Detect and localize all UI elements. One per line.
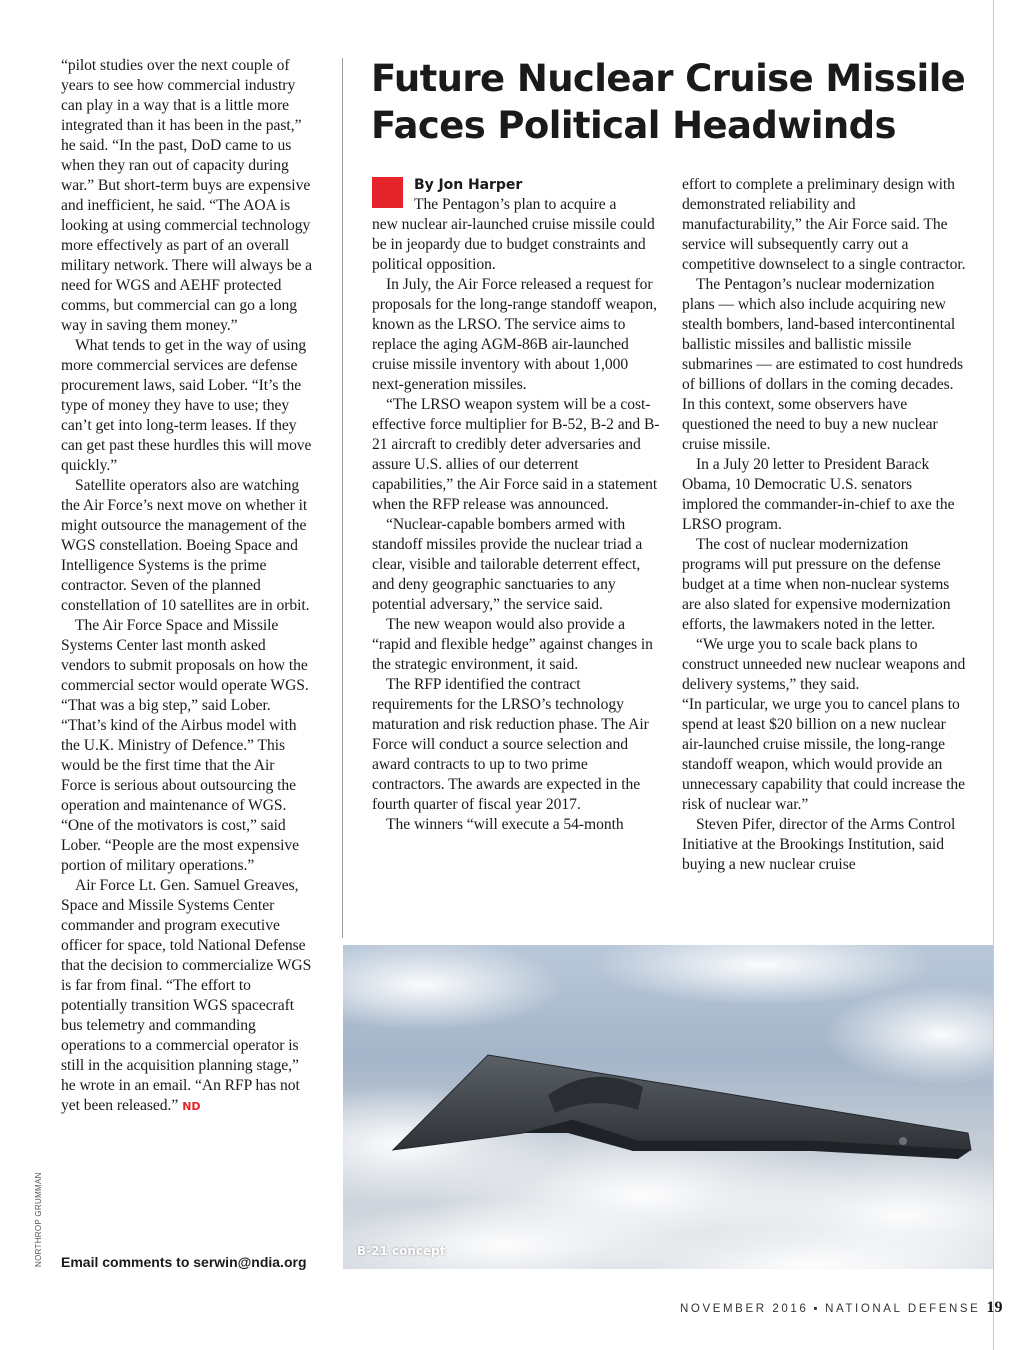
right-paragraph-5: “We urge you to scale back plans to construct unneeded new nuclear weapons and delivery systems,” they said. <box>682 636 966 693</box>
b21-illustration <box>343 945 993 1269</box>
right-paragraph-4: The cost of nuclear modernization programs will put pressure on the defense budget at a time when non-nuclear systems are also slated for expensive modernization efforts, the lawmakers noted in the letter. <box>682 536 951 633</box>
middle-paragraph-3: “The LRSO weapon system will be a cost-effective force multiplier for B-52, B-2 and B-21 aircraft to credibly deter adversaries and assure U.S. allies of our deterrent capabilities,” the Air Force said in a statement when the RFP release was announced. <box>372 396 660 513</box>
right-paragraph-7: Steven Pifer, director of the Arms Control Initiative at the Brookings Institution, said buying a new nuclear cruise <box>682 816 956 873</box>
middle-paragraph-4: “Nuclear-capable bombers armed with standoff missiles provide the nuclear triad a clear, visible and tailorable deterrent effect, and deny geographic sanctuaries to any potential adversary,” the service said. <box>372 516 643 613</box>
middle-paragraph-1: new nuclear air-launched cruise missile could be in jeopardy due to budget constraints and political opposition. <box>372 216 655 273</box>
email-link[interactable]: serwin@ndia.org <box>193 1254 307 1270</box>
middle-paragraph-6: The RFP identified the contract requirements for the LRSO’s technology maturation and risk reduction phase. The Air Force will conduct a source selection and award contracts to up to two prime contractors. The awards are expected in the fourth quarter of fiscal year 2017. <box>372 676 649 813</box>
left-paragraph-4: The Air Force Space and Missile Systems Center last month asked vendors to submit proposals on how the commercial sector would operate WGS. “That was a big step,” said Lober. “That’s kind of the Airbus model with the U.K. Ministry of Defence.” This would be the first time that the Air Force is serious about outsourcing the operation and maintenance of WGS. “One of the motivators is cost,” said Lober. “People are the most expensive portion of military operations.” <box>61 617 309 874</box>
article-first-line: The Pentagon’s plan to acquire a <box>414 196 617 213</box>
left-paragraph-2: What tends to get in the way of using more commercial services are defense procurement laws, said Lober. “It’s the type of money they have to use; they can’t get into long-term leases. If they can get past these hurdles this will move quickly.” <box>61 337 312 474</box>
right-paragraph-2: The Pentagon’s nuclear modernization plans — which also include acquiring new stealth bombers, land-based intercontinental ballistic missiles and ballistic missile submarines — are estimated to cost hundreds of billions of dollars in the coming decades. In this context, some observers have questioned the need to buy a new nuclear cruise missile. <box>682 276 964 453</box>
right-paragraph-6: “In particular, we urge you to cancel plans to spend at least $20 billion on a new nuclear air-launched cruise missile, the long-range standoff weapon, which would provide an unnecessary capability that could increase the risk of nuclear war.” <box>682 696 966 813</box>
photo-caption: B-21 concept <box>357 1244 446 1258</box>
middle-paragraph-7: The winners “will execute a 54-month <box>386 816 624 833</box>
column-divider <box>342 58 343 938</box>
page-number: 19 <box>986 1299 1003 1316</box>
email-prefix: Email comments to <box>61 1254 194 1270</box>
page-footer <box>680 1299 1003 1317</box>
b21-photo <box>343 945 993 1269</box>
footer-issue: NOVEMBER 2016 <box>680 1303 809 1315</box>
left-paragraph-5-text: Air Force Lt. Gen. Samuel Greaves, Space and Missile Systems Center commander and program executive officer for space, told National Defense that the decision to commercialize WGS is far from final. “The effort to potentially transition WGS spacecraft bus telemetry and commanding operations to a commercial operator is still in the acquisition planning stage,” he wrote in an email. “An RFP has not yet been released.” <box>61 877 312 1114</box>
left-paragraph-5 <box>61 876 313 1117</box>
middle-paragraph-2: In July, the Air Force released a request for proposals for the long-range standoff weapon, known as the LRSO. The service aims to replace the aging AGM-86B air-launched cruise missile inventory with about 1,000 next-generation missiles. <box>372 276 658 393</box>
right-column <box>682 175 970 875</box>
middle-column <box>372 175 660 835</box>
byline: By Jon Harper <box>414 177 523 193</box>
left-column <box>61 56 313 1117</box>
left-paragraph-3: Satellite operators also are watching the Air Force’s next move on whether it might outsource the management of the WGS constellation. Boeing Space and Intelligence Systems is the prime contractor. Seven of the planned constellation of 10 satellites are in orbit. <box>61 477 310 614</box>
email-comments <box>61 1254 307 1270</box>
nd-end-mark: ND <box>182 1100 201 1113</box>
left-paragraph-1: “pilot studies over the next couple of years to see how commercial industry can play in a way that is a little more integrated than it has been in the past,” he said. “In the past, DoD came to us when they ran out of capacity during war.” But short-term buys are expensive and inefficient, he said. “The AOA is looking at using commercial technology more effectively as part of an overall military network. There will always be a need for WGS and AEHF protected comms, but commercial can go a long way in saving them money.” <box>61 57 313 334</box>
page-edge-rule <box>993 0 994 1350</box>
right-paragraph-3: In a July 20 letter to President Barack Obama, 10 Democratic U.S. senators implored the commander-in-chief to axe the LRSO program. <box>682 456 955 533</box>
photo-credit: NORTHROP GRUMMAN <box>34 1172 43 1267</box>
middle-paragraph-5: The new weapon would also provide a “rapid and flexible hedge” against changes in the strategic environment, it said. <box>372 616 653 673</box>
footer-publication: NATIONAL DEFENSE <box>825 1303 981 1315</box>
right-paragraph-1: effort to complete a preliminary design with demonstrated reliability and manufacturability,” the Air Force said. The service will subsequently carry out a competitive downselect to a single contractor. <box>682 176 966 273</box>
footer-separator: ▪ <box>813 1303 821 1315</box>
article-headline: Future Nuclear Cruise Missile Faces Political Headwinds <box>371 57 966 147</box>
